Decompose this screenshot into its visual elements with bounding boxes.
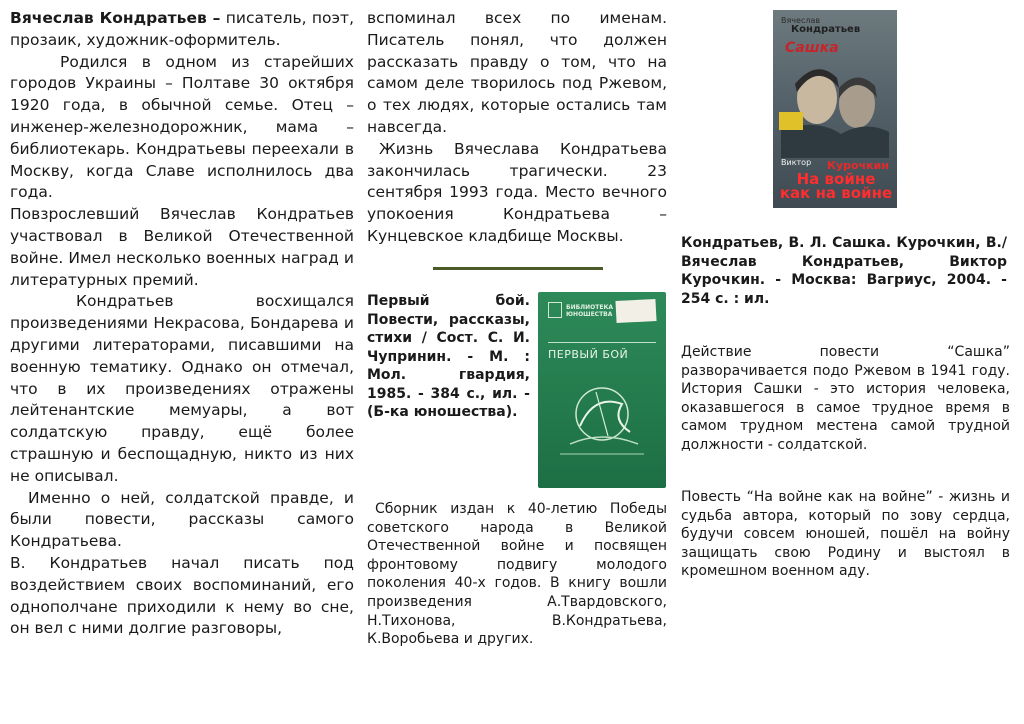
book2-desc-sashka: Действие повести “Сашка” разворачивается подо Ржевом в 1941 году. История Сашки - это история человека, оказавшегося в самое трудное время в самом трудном местена самой трудной должности - солдатской. <box>681 344 1010 453</box>
book2-desc-war: Повесть “На войне как на войне” - жизнь и судьба автора, который по зову сердца, будучи совсем юношей, пошёл на войну защищать свою Родину и выстоял в кромешном военном аду. <box>681 489 1010 580</box>
cover-title-war: На войне как на войне <box>779 170 893 202</box>
bio-intro-paragraph <box>10 8 354 52</box>
bio-continued-paragraph: вспоминал всех по именам. Писатель понял, что должен рассказать правду о том, что на самом деле творилось под Ржевом, о тех людях, которые остались там навсегда. <box>367 9 667 136</box>
cover-author2-first: Виктор <box>781 158 812 167</box>
cover-illustration <box>550 374 654 462</box>
book2-reference: Кондратьев, В. Л. Сашка. Курочкин, В./Вячеслав Кондратьев, Виктор Курочкин. - Москва: Вагриус, 2004. - 254 с. : ил. <box>681 235 1007 307</box>
bio-born-paragraph: Родился в одном из старейших городов Украины – Полтаве 30 октября 1920 года, в обычной семье. Отец – инженер-железнодорожник, мама – библиотекарь. Кондратьевы переехали в Москву, когда Славе исполнилось два года. <box>10 52 354 202</box>
bio-death-paragraph: Жизнь Вячеслава Кондратьева закончилась трагически. 23 сентября 1993 года. Место вечного упокоения Кондратьева – Кунцевское кладбище Москвы. <box>367 139 667 245</box>
cover-author1-first: Вячеслав <box>781 16 821 25</box>
middle-column <box>367 8 667 248</box>
author-name: Вячеслав Кондратьев – <box>10 9 221 27</box>
bio-began-paragraph: В. Кондратьев начал писать под воздействием своих воспоминаний, его однополчане приходили к нему во сне, он вел с ними долгие разговоры, <box>10 553 354 638</box>
series-logo-icon <box>548 302 562 318</box>
cover-series: БИБЛИОТЕКА ЮНОШЕСТВА <box>566 304 614 318</box>
book2-cover <box>773 10 897 208</box>
book1-reference: Первый бой. Повести, рассказы, стихи / Сост. С. И. Чупринин. - М. : Мол. гвардия, 1985. - 384 с., ил. - (Б-ка юношества). <box>367 293 530 420</box>
section-divider <box>433 267 603 270</box>
price-tag <box>779 112 803 130</box>
cover-author2-last: Курочкин <box>827 159 889 172</box>
biography-column <box>10 8 354 640</box>
cover-title: ПЕРВЫЙ БОЙ <box>548 348 629 361</box>
cover-author1-last: Кондратьев <box>791 24 861 35</box>
cover-title-sashka: Сашка <box>785 40 839 56</box>
cover-rule <box>548 342 656 343</box>
book1-cover <box>538 292 666 488</box>
bio-war-paragraph: Повзрослевший Вячеслав Кондратьев участвовал в Великой Отечественной войне. Имел несколько военных наград и литературных премий. <box>10 205 354 289</box>
bio-admired-paragraph: Кондратьев восхищался произведениями Некрасова, Бондарева и другими литераторами, писавшими на военную тематику. Однако он отмечал, что в их произведениях отражены лейтенантские мемуары, а вот солдатскую правду, ещё более страшную и беспощадную, никто из них не описывал. <box>10 292 354 485</box>
bio-truth-paragraph: Именно о ней, солдатской правде, и были повести, рассказы самого Кондратьева. <box>10 488 354 551</box>
cover-portraits <box>781 58 889 158</box>
book1-description: Сборник издан к 40-летию Победы советского народа в Великой Отечественной войне и посвящен фронтовому подвигу молодого поколения 40-х годов. В книгу вошли произведения А.Твардовского, Н.Тихонова, В.Кондратьева, К.Воробьева и других. <box>367 501 667 648</box>
bio-intro-text: писатель, поэт, прозаик, художник-оформитель. <box>10 9 354 49</box>
